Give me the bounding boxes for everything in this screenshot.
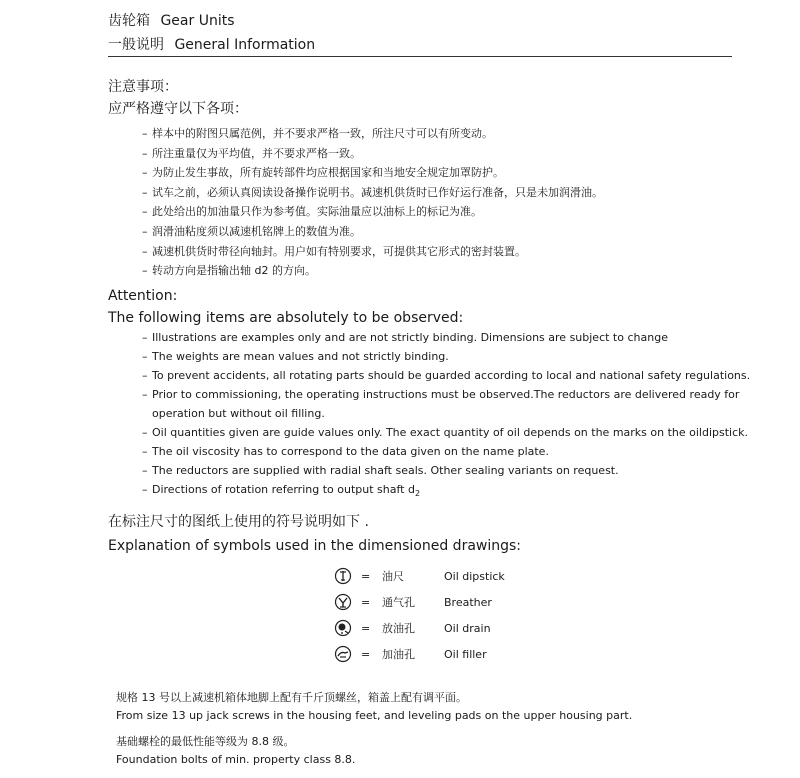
symbol-label-cn: 油尺 <box>382 570 404 583</box>
oil-filler-icon <box>334 645 352 663</box>
list-item: – 所注重量仅为平均值，并不要求严格一致。 <box>142 146 361 160</box>
symbol-label-en: Oil dipstick <box>444 569 505 583</box>
equals-sign: = <box>361 647 371 661</box>
list-item: – The oil viscosity has to correspond to the data given on the name plate. <box>142 445 549 458</box>
list-item: – To prevent accidents, all rotating parts should be guarded according to local and national safety regulations. <box>142 369 751 382</box>
list-item: – 减速机供货时带径向轴封。用户如有特别要求，可提供其它形式的密封装置。 <box>142 244 526 258</box>
list-item: – Prior to commissioning, the operating instructions must be observed.The reductors are delivered ready for <box>142 388 740 401</box>
jack-screws-note-cn: 规格 13 号以上减速机箱体地脚上配有千斤顶螺丝，箱盖上配有调平面。 <box>116 691 467 704</box>
foundation-bolts-note-cn: 基础螺栓的最低性能等级为 8.8 级。 <box>116 735 295 748</box>
symbol-label-en: Breather <box>444 595 492 609</box>
symbol-row-oil-dipstick <box>334 565 505 587</box>
symbol-label-en: Oil filler <box>444 647 487 661</box>
symbol-row-oil-filler <box>334 643 487 665</box>
list-item: – Directions of rotation referring to output shaft $d_2$ <box>142 483 421 498</box>
list-item: – The weights are mean values and not strictly binding. <box>142 350 449 363</box>
list-item: – 试车之前，必须认真阅读设备操作说明书。减速机供货时已作好运行准备，只是未加润滑油。 <box>142 185 603 199</box>
header-title-en: Gear Units <box>160 13 235 29</box>
en-notes-subtitle: The following items are absolutely to be observed: <box>108 310 464 326</box>
header-subtitle-cn: 一般说明 <box>108 37 164 53</box>
equals-sign: = <box>361 621 371 635</box>
equals-sign: = <box>361 595 371 609</box>
en-notes-title: Attention: <box>108 288 178 304</box>
list-item: – 样本中的附图只属范例，并不要求严格一致，所注尺寸可以有所变动。 <box>142 127 493 140</box>
header-line-2 <box>108 34 315 56</box>
jack-screws-note-en: From size 13 up jack screws in the housing feet, and leveling pads on the upper housing part. <box>116 709 633 722</box>
list-item: – 转动方向是指输出轴 d2 的方向。 <box>142 264 316 278</box>
header-subtitle-en: General Information <box>174 37 316 53</box>
cn-notes-title: 注意事项： <box>108 79 178 95</box>
symbol-label-en: Oil drain <box>444 621 491 635</box>
symbol-label-cn: 加油孔 <box>382 648 415 661</box>
list-item: – Illustrations are examples only and are not strictly binding. Dimensions are subject to change <box>142 331 668 344</box>
symbol-row-oil-drain <box>334 617 491 639</box>
list-item-continuation: operation but without oil filling. <box>152 407 325 420</box>
header-line-1 <box>108 10 235 32</box>
symbol-label-cn: 通气孔 <box>382 596 415 609</box>
symbols-title-en: Explanation of symbols used in the dimensioned drawings: <box>108 538 522 554</box>
symbols-title-cn: 在标注尺寸的图纸上使用的符号说明如下 . <box>108 514 369 530</box>
list-item: – 润滑油粘度须以减速机铭牌上的数值为准。 <box>142 224 361 238</box>
oil-dipstick-icon <box>334 567 352 585</box>
symbol-label-cn: 放油孔 <box>382 622 415 635</box>
foundation-bolts-note-en: Foundation bolts of min. property class 8.8. <box>116 753 356 766</box>
breather-icon <box>334 593 352 611</box>
list-item: – 此处给出的加油量只作为参考值。实际油量应以油标上的标记为准。 <box>142 205 482 219</box>
header-divider <box>108 56 732 57</box>
list-item: – Oil quantities given are guide values only. The exact quantity of oil depends on the marks on the oildipstick. <box>142 426 749 439</box>
list-item: – 为防止发生事故，所有旋转部件均应根据国家和当地安全规定加罩防护。 <box>142 166 504 180</box>
cn-notes-list <box>142 124 603 281</box>
en-notes-list <box>142 328 750 503</box>
subscript-2: 2 <box>414 489 421 498</box>
cn-notes-subtitle: 应严格遵守以下各项： <box>108 101 248 117</box>
symbol-row-breather <box>334 591 492 613</box>
header-title-cn: 齿轮箱 <box>108 13 150 29</box>
equals-sign: = <box>361 569 371 583</box>
list-item: – The reductors are supplied with radial shaft seals. Other sealing variants on request. <box>142 464 619 477</box>
oil-drain-icon <box>334 619 352 637</box>
